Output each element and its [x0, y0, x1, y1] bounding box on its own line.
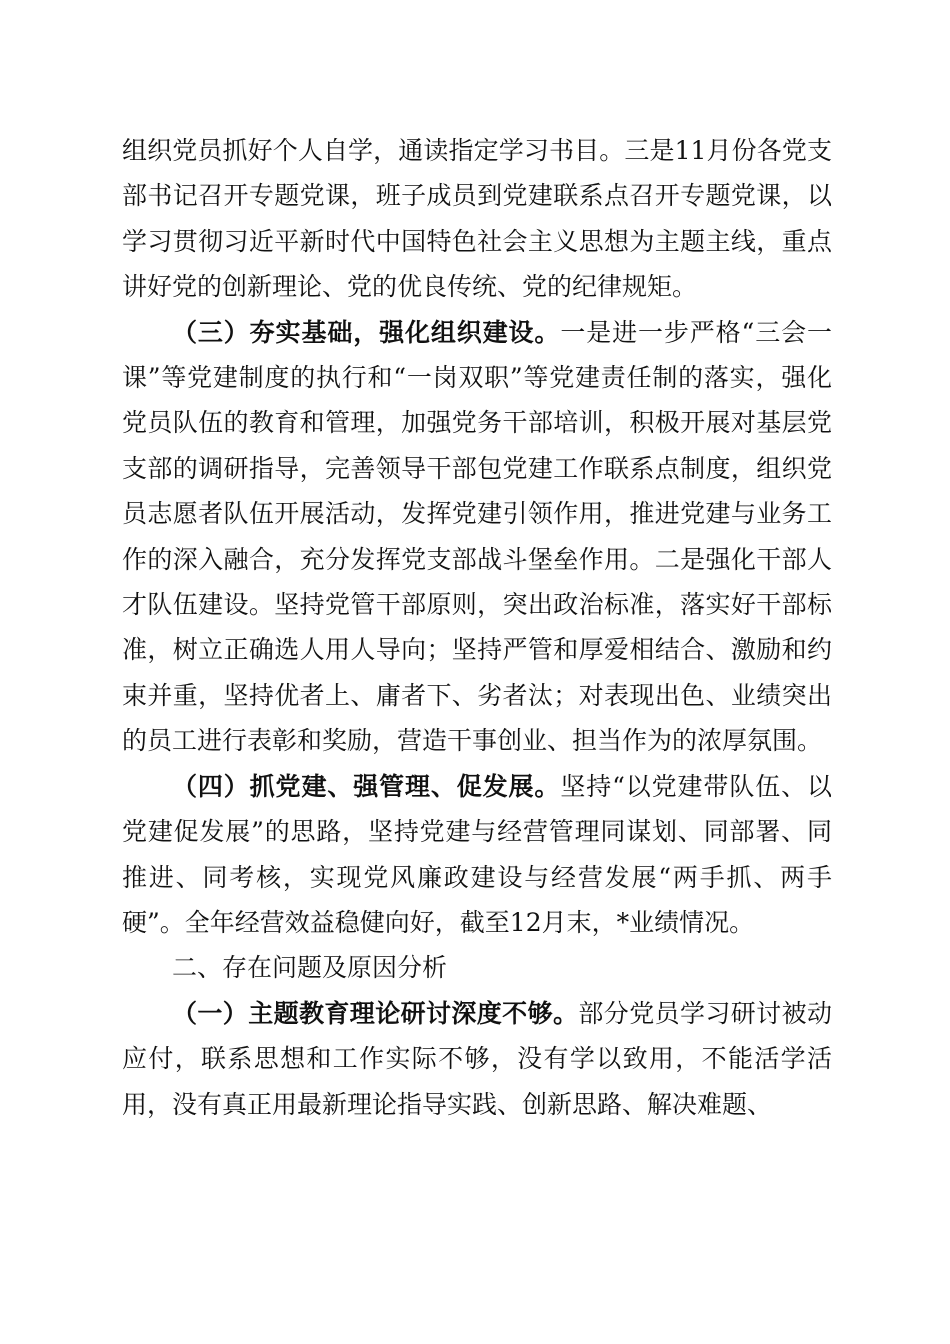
paragraph-heading: （一）主题教育理论研讨深度不够。: [172, 998, 579, 1028]
document-body: [122, 128, 832, 1127]
section-heading: 二、存在问题及原因分析: [172, 953, 448, 983]
paragraph-organization-building: [122, 310, 832, 764]
paragraph-continuation: [122, 128, 832, 310]
paragraph-text: 部分党员学习研讨被动应付，联系思想和工作实际不够，没有学以致用，不能活学活用，没有真正用最新理论指导实践、创新思路、解决难题、: [122, 998, 832, 1119]
paragraph-text: 组织党员抓好个人自学，通读指定学习书目。三是11月份各党支部书记召开专题党课，班子成员到党建联系点召开专题党课，以学习贯彻习近平新时代中国特色社会主义思想为主题主线，重点讲好党的创新理论、党的优良传统、党的纪律规矩。: [122, 136, 832, 302]
paragraph-heading: （四）抓党建、强管理、促发展。: [172, 771, 561, 801]
paragraph-text: 坚持“以党建带队伍、以党建促发展”的思路，坚持党建与经营管理同谋划、同部署、同推进、同考核，实现党风廉政建设与经营发展“两手抓、两手硬”。全年经营效益稳健向好，截至12月末，*业绩情况。: [122, 771, 832, 937]
paragraph-party-building-development: [122, 764, 832, 946]
paragraph-theme-education-issue: [122, 991, 832, 1127]
paragraph-text: 一是进一步严格“三会一课”等党建制度的执行和“一岗双职”等党建责任制的落实，强化党员队伍的教育和管理，加强党务干部培训，积极开展对基层党支部的调研指导，完善领导干部包党建工作联系点制度，组织党员志愿者队伍开展活动，发挥党建引领作用，推进党建与业务工作的深入融合，充分发挥党支部战斗堡垒作用。二是强化干部人才队伍建设。坚持党管干部原则，突出政治标准，落实好干部标准，树立正确选人用人导向；坚持严管和厚爱相结合、激励和约束并重，坚持优者上、庸者下、劣者汰；对表现出色、业绩突出的员工进行表彰和奖励，营造干事创业、担当作为的浓厚氛围。: [122, 317, 832, 756]
paragraph-heading: （三）夯实基础，强化组织建设。: [172, 317, 561, 347]
